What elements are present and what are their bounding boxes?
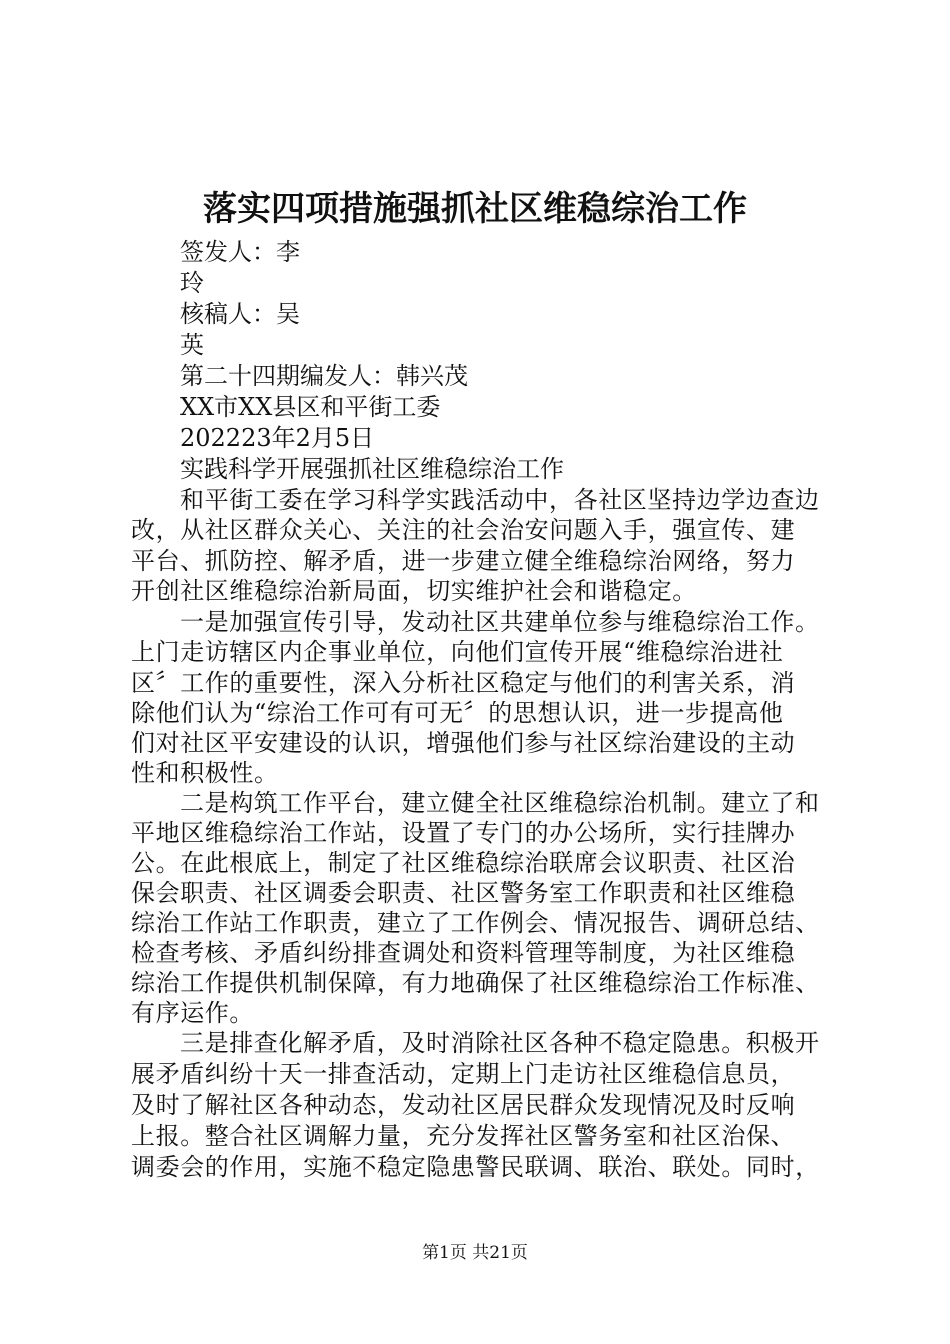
paragraph-3-line-4: 保会职责、社区调委会职责、社区警务室工作职责和社区维稳 — [131, 879, 796, 907]
document-title: 落实四项措施强抓社区维稳综治工作 — [203, 189, 747, 229]
paragraph-3-line-7: 综治工作提供机制保障，有力地确保了社区维稳综治工作标准、 — [131, 969, 820, 997]
paragraph-1-line-2: 改，从社区群众关心、关注的社会治安问题入手，强宣传、建 — [131, 516, 796, 544]
paragraph-3-line-5: 综治工作站工作职责，建立了工作例会、情况报告、调研总结、 — [131, 909, 820, 937]
date-line: 202223年2月5日 — [180, 424, 375, 452]
paragraph-3-line-8: 有序运作。 — [131, 999, 254, 1027]
paragraph-1-line-3: 平台、抓防控、解矛盾，进一步建立健全维稳综治网络，努力 — [131, 547, 796, 575]
paragraph-2-line-2: 上门走访辖区内企事业单位，向他们宣传开展“维稳综治进社 — [131, 638, 784, 666]
paragraph-3-line-3: 公。在此根底上，制定了社区维稳综治联席会议职责、社区治 — [131, 849, 796, 877]
reviewer-name-continuation: 英 — [180, 331, 204, 359]
paragraph-2-line-3: 区〞工作的重要性，深入分析社区稳定与他们的利害关系，消 — [131, 669, 796, 697]
paragraph-4-line-4: 上报。整合社区调解力量，充分发挥社区警务室和社区治保、 — [131, 1122, 796, 1150]
paragraph-4-line-3: 及时了解社区各种动态，发动社区居民群众发现情况及时反响 — [131, 1091, 796, 1119]
subtitle-line: 实践科学开展强抓社区维稳综治工作 — [180, 455, 564, 483]
issuer-line: 签发人：李 — [180, 238, 300, 266]
paragraph-1-line-1: 和平街工委在学习科学实践活动中，各社区坚持边学边查边 — [180, 486, 820, 514]
issue-editor-line: 第二十四期编发人：韩兴茂 — [180, 362, 468, 390]
paragraph-2-line-5: 们对社区平安建设的认识，增强他们参与社区综治建设的主动 — [131, 729, 796, 757]
paragraph-4-line-1: 三是排查化解矛盾，及时消除社区各种不稳定隐患。积极开 — [180, 1029, 820, 1057]
paragraph-3-line-1: 二是构筑工作平台，建立健全社区维稳综治机制。建立了和 — [180, 789, 820, 817]
reviewer-line: 核稿人：吴 — [180, 300, 300, 328]
organization-line: XX市XX县区和平街工委 — [180, 393, 441, 421]
paragraph-1-line-4: 开创社区维稳综治新局面，切实维护社会和谐稳定。 — [131, 577, 697, 605]
paragraph-3-line-2: 平地区维稳综治工作站，设置了专门的办公场所，实行挂牌办 — [131, 819, 796, 847]
page-footer: 第1页 共21页 — [422, 1243, 528, 1263]
paragraph-2-line-1: 一是加强宣传引导，发动社区共建单位参与维稳综治工作。 — [180, 608, 820, 636]
issuer-name-continuation: 玲 — [180, 269, 204, 297]
paragraph-2-line-4: 除他们认为“综治工作可有可无〞的思想认识，进一步提高他 — [131, 699, 784, 727]
paragraph-2-line-6: 性和积极性。 — [131, 759, 279, 787]
paragraph-4-line-2: 展矛盾纠纷十天一排查活动，定期上门走访社区维稳信息员， — [131, 1060, 796, 1088]
paragraph-4-line-5: 调委会的作用，实施不稳定隐患警民联调、联治、联处。同时， — [131, 1153, 820, 1181]
paragraph-3-line-6: 检查考核、矛盾纠纷排查调处和资料管理等制度，为社区维稳 — [131, 939, 796, 967]
